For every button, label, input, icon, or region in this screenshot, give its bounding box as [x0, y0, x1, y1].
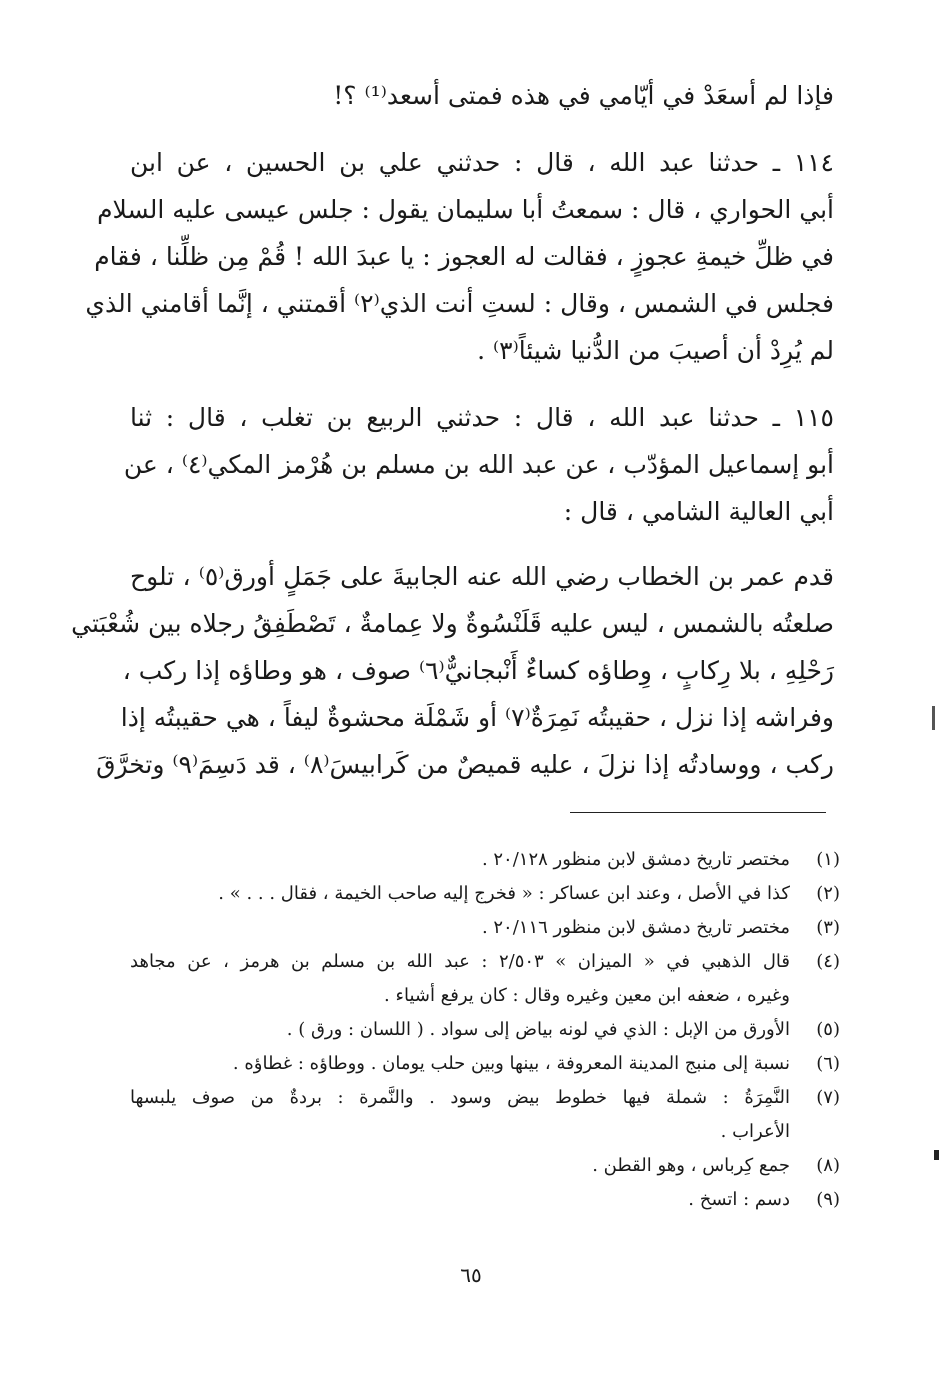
- story-line-3: رَحْلِهِ ، بلا رِكابٍ ، وِطاؤه كساءٌ أَنْبجانيٌّ⁽٦⁾ صوف ، هو وطاؤه إذا ركب ،: [122, 656, 834, 685]
- verse-line: فإذا لم أسعَدْ في أيّامي في هذه فمتى أسعد⁽¹⁾ ؟!: [333, 81, 834, 110]
- narration-114-line-1: ١١٤ ـ حدثنا عبد الله ، قال : حدثني علي بن الحسين ، عن ابن: [130, 148, 834, 177]
- main-text: [71, 72, 834, 788]
- footnote-5: [130, 1013, 840, 1047]
- footnote-text: نسبة إلى منبج المدينة المعروفة ، بينها وبين حلب يومان . ووطاؤه : غطاؤه .: [232, 1053, 790, 1074]
- narration-115-line-2: أبو إسماعيل المؤدّب ، عن عبد الله بن مسلم بن هُرْمز المكي⁽٤⁾ ، عن: [123, 450, 834, 479]
- story-line-1: قدم عمر بن الخطاب رضي الله عنه الجابيةَ على جَمَلٍ أورق⁽٥⁾ ، تلوح: [130, 562, 834, 591]
- footnote-4: [130, 945, 840, 1013]
- footnote-text: كذا في الأصل ، وعند ابن عساكر : « فخرج إليه صاحب الخيمة ، فقال . . . » .: [218, 883, 790, 904]
- narration-114-line-2: أبي الحواري ، قال : سمعتُ أبا سليمان يقول : جلس عيسى عليه السلام: [97, 195, 834, 224]
- narration-114-line-4: فجلس في الشمس ، وقال : لستِ أنت الذي⁽٢⁾ أقمتني ، إنَّما أقامني الذي: [85, 289, 834, 318]
- footnote-mark: (٢): [816, 883, 840, 904]
- story-line-4: وفراشه إذا نزل ، حقيبتُه نَمِرَةٌ⁽٧⁾ أو شَمْلَة محشوةٌ ليفاً ، هي حقيبتُه إذا: [120, 703, 834, 732]
- footnote-separator: [570, 812, 826, 813]
- footnote-text: الأورق من الإبل : الذي في لونه بياض إلى سواد . ( اللسان : ورق ) .: [286, 1019, 790, 1040]
- footnote-mark: (١): [816, 849, 840, 870]
- footnote-6: [130, 1047, 840, 1081]
- footnote-mark: (٥): [816, 1019, 840, 1040]
- narration-115-line-1: ١١٥ ـ حدثنا عبد الله ، قال : حدثني الربيع بن تغلب ، قال : ثنا: [130, 403, 834, 432]
- footnote-text: مختصر تاريخ دمشق لابن منظور ٢٠/١٢٨ .: [481, 849, 790, 870]
- footnote-2: [130, 877, 840, 911]
- footnote-8: [130, 1149, 840, 1183]
- footnote-text: وغيره ، ضعفه ابن معين وغيره وقال : كان يرفع أشياء .: [384, 985, 790, 1006]
- footnote-text: جمع كِرباس ، وهو القطن .: [592, 1155, 790, 1176]
- story-line-5: ركب ، ووسادتُه إذا نزلَ ، عليه قميصٌ من كَرابيسَ⁽٨⁾ ، قد دَسِمَ⁽٩⁾ وتخرَّقَ: [96, 750, 834, 779]
- narration-114-line-3: في ظلِّ خيمةِ عجوزٍ ، فقالت له العجوز : يا عبدَ الله ! قُمْ مِن ظلِّنا ، فقام: [94, 242, 834, 271]
- footnote-mark: (٣): [816, 917, 840, 938]
- narration-114-line-5: لم يُرِدْ أن أصيبَ من الدُّنيا شيئاً⁽٣⁾ .: [477, 336, 834, 365]
- footnote-text: قال الذهبي في « الميزان » ٢/٥٠٣ : عبد الله بن مسلم بن هرمز ، عن مجاهد: [130, 951, 790, 972]
- page-number: ٦٥: [460, 1263, 482, 1287]
- footnote-mark: (٨): [816, 1155, 840, 1176]
- scan-edge-mark: [934, 1150, 939, 1160]
- footnote-mark: (٦): [816, 1053, 840, 1074]
- footnote-text: دسم : اتسخ .: [688, 1189, 790, 1210]
- footnote-7: [130, 1081, 840, 1149]
- scan-edge-mark: [932, 706, 935, 730]
- narration-115-line-3: أبي العالية الشامي ، قال :: [563, 497, 834, 526]
- story-line-2: صلعتُه بالشمس ، ليس عليه قَلَنْسُوةٌ ولا عِمامةٌ ، تَصْطَفِقُ رجلاه بين شُعْبَتي: [71, 609, 834, 638]
- footnote-3: [130, 911, 840, 945]
- footnote-mark: (٧): [816, 1087, 840, 1108]
- footnote-text: مختصر تاريخ دمشق لابن منظور ٢٠/١١٦ .: [481, 917, 790, 938]
- footnote-text: النَّمِرَةُ : شملة فيها خطوط بيض وسود . والنَّمرة : بردةٌ من صوف يلبسها: [130, 1087, 790, 1108]
- footnote-mark: (٩): [816, 1189, 840, 1210]
- footnote-text: الأعراب .: [720, 1121, 790, 1142]
- footnotes: [130, 843, 840, 1217]
- footnote-1: [130, 843, 840, 877]
- footnote-mark: (٤): [816, 951, 840, 972]
- footnote-9: [130, 1183, 840, 1217]
